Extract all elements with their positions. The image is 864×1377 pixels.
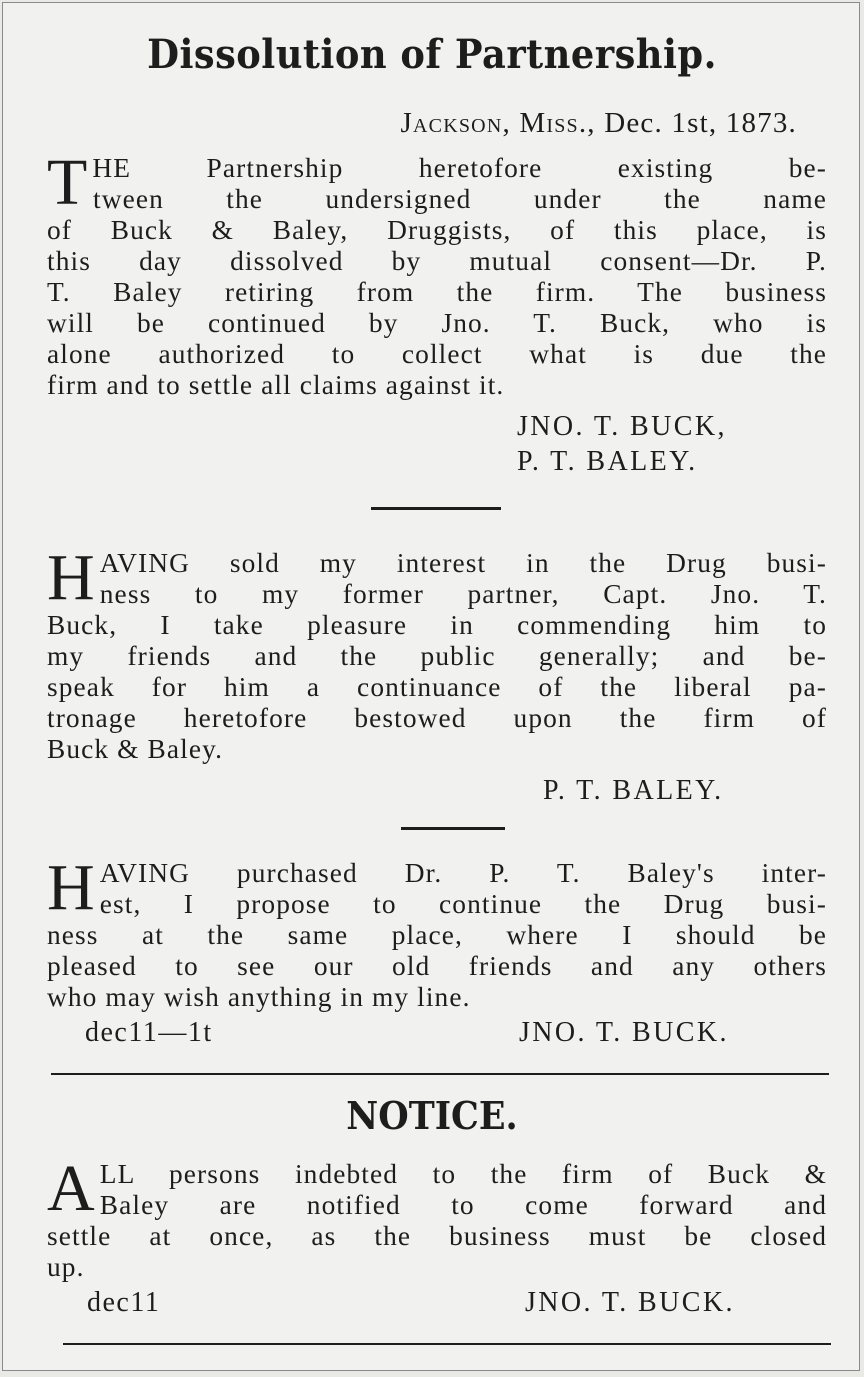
drop-cap: H — [47, 541, 96, 614]
text-line: pleased to see our old friends and any others — [47, 951, 827, 981]
text-line: Buck, I take pleasure in commending him to — [47, 610, 827, 640]
text-line: HE Partnership heretofore existing be- — [92, 153, 827, 183]
partnership-notice-text — [47, 146, 827, 401]
text-line: firm and to settle all claims against it. — [47, 370, 505, 400]
dateline-date: Dec. 1st, 1873. — [604, 107, 797, 139]
signature-buck: JNO. T. BUCK. — [519, 1017, 729, 1048]
text-line: ness to my former partner, Capt. Jno. T. — [99, 579, 827, 609]
text-line: who may wish anything in my line. — [47, 982, 471, 1012]
notice-heading: NOTICE. — [346, 1093, 518, 1138]
signature-baley: P. T. BALEY. — [543, 775, 724, 806]
baley-statement-text — [47, 541, 827, 765]
signature-buck: JNO. T. BUCK. — [525, 1287, 735, 1318]
text-line: AVING sold my interest in the Drug busi- — [99, 548, 827, 578]
text-line: speak for him a continuance of the liberal pa- — [47, 672, 827, 702]
text-line: alone authorized to collect what is due the — [47, 339, 827, 369]
text-line: Baley are notified to come forward and — [99, 1190, 827, 1220]
text-line: AVING purchased Dr. P. T. Baley's inter- — [99, 858, 827, 888]
headline: Dissolution of Partnership. — [147, 31, 717, 78]
text-line: tronage heretofore bestowed upon the firm of — [47, 703, 827, 733]
text-line: Buck & Baley. — [47, 734, 224, 764]
section-divider — [51, 1073, 829, 1075]
buck-statement-text — [47, 851, 827, 1013]
text-line: T. Baley retiring from the firm. The business — [47, 277, 827, 307]
signature-baley: P. T. BALEY. — [517, 446, 698, 477]
section-divider — [401, 827, 505, 830]
text-line: up. — [47, 1252, 85, 1282]
insertion-code: dec11 — [87, 1287, 161, 1318]
text-line: this day dissolved by mutual consent—Dr. P. — [47, 246, 827, 276]
text-line: will be continued by Jno. T. Buck, who is — [47, 308, 827, 338]
section-divider — [63, 1343, 831, 1345]
text-line: of Buck & Baley, Druggists, of this place, is — [47, 215, 827, 245]
dateline — [401, 107, 797, 140]
signature-buck: JNO. T. BUCK, — [517, 411, 727, 442]
drop-cap: T — [47, 146, 89, 219]
text-line: my friends and the public generally; and be- — [47, 641, 827, 671]
insertion-code: dec11—1t — [85, 1017, 213, 1048]
drop-cap: A — [47, 1152, 96, 1225]
collection-notice-text — [47, 1152, 827, 1283]
text-line: LL persons indebted to the firm of Buck & — [99, 1159, 827, 1189]
text-line: est, I propose to continue the Drug busi- — [99, 889, 827, 919]
section-divider — [371, 507, 501, 510]
text-line: settle at once, as the business must be closed — [47, 1221, 827, 1251]
text-line: tween the undersigned under the name — [93, 184, 827, 214]
newspaper-clipping — [2, 2, 860, 1371]
dateline-place: Jackson, Miss., — [400, 107, 596, 139]
drop-cap: H — [47, 851, 96, 924]
text-line: ness at the same place, where I should be — [47, 920, 827, 950]
